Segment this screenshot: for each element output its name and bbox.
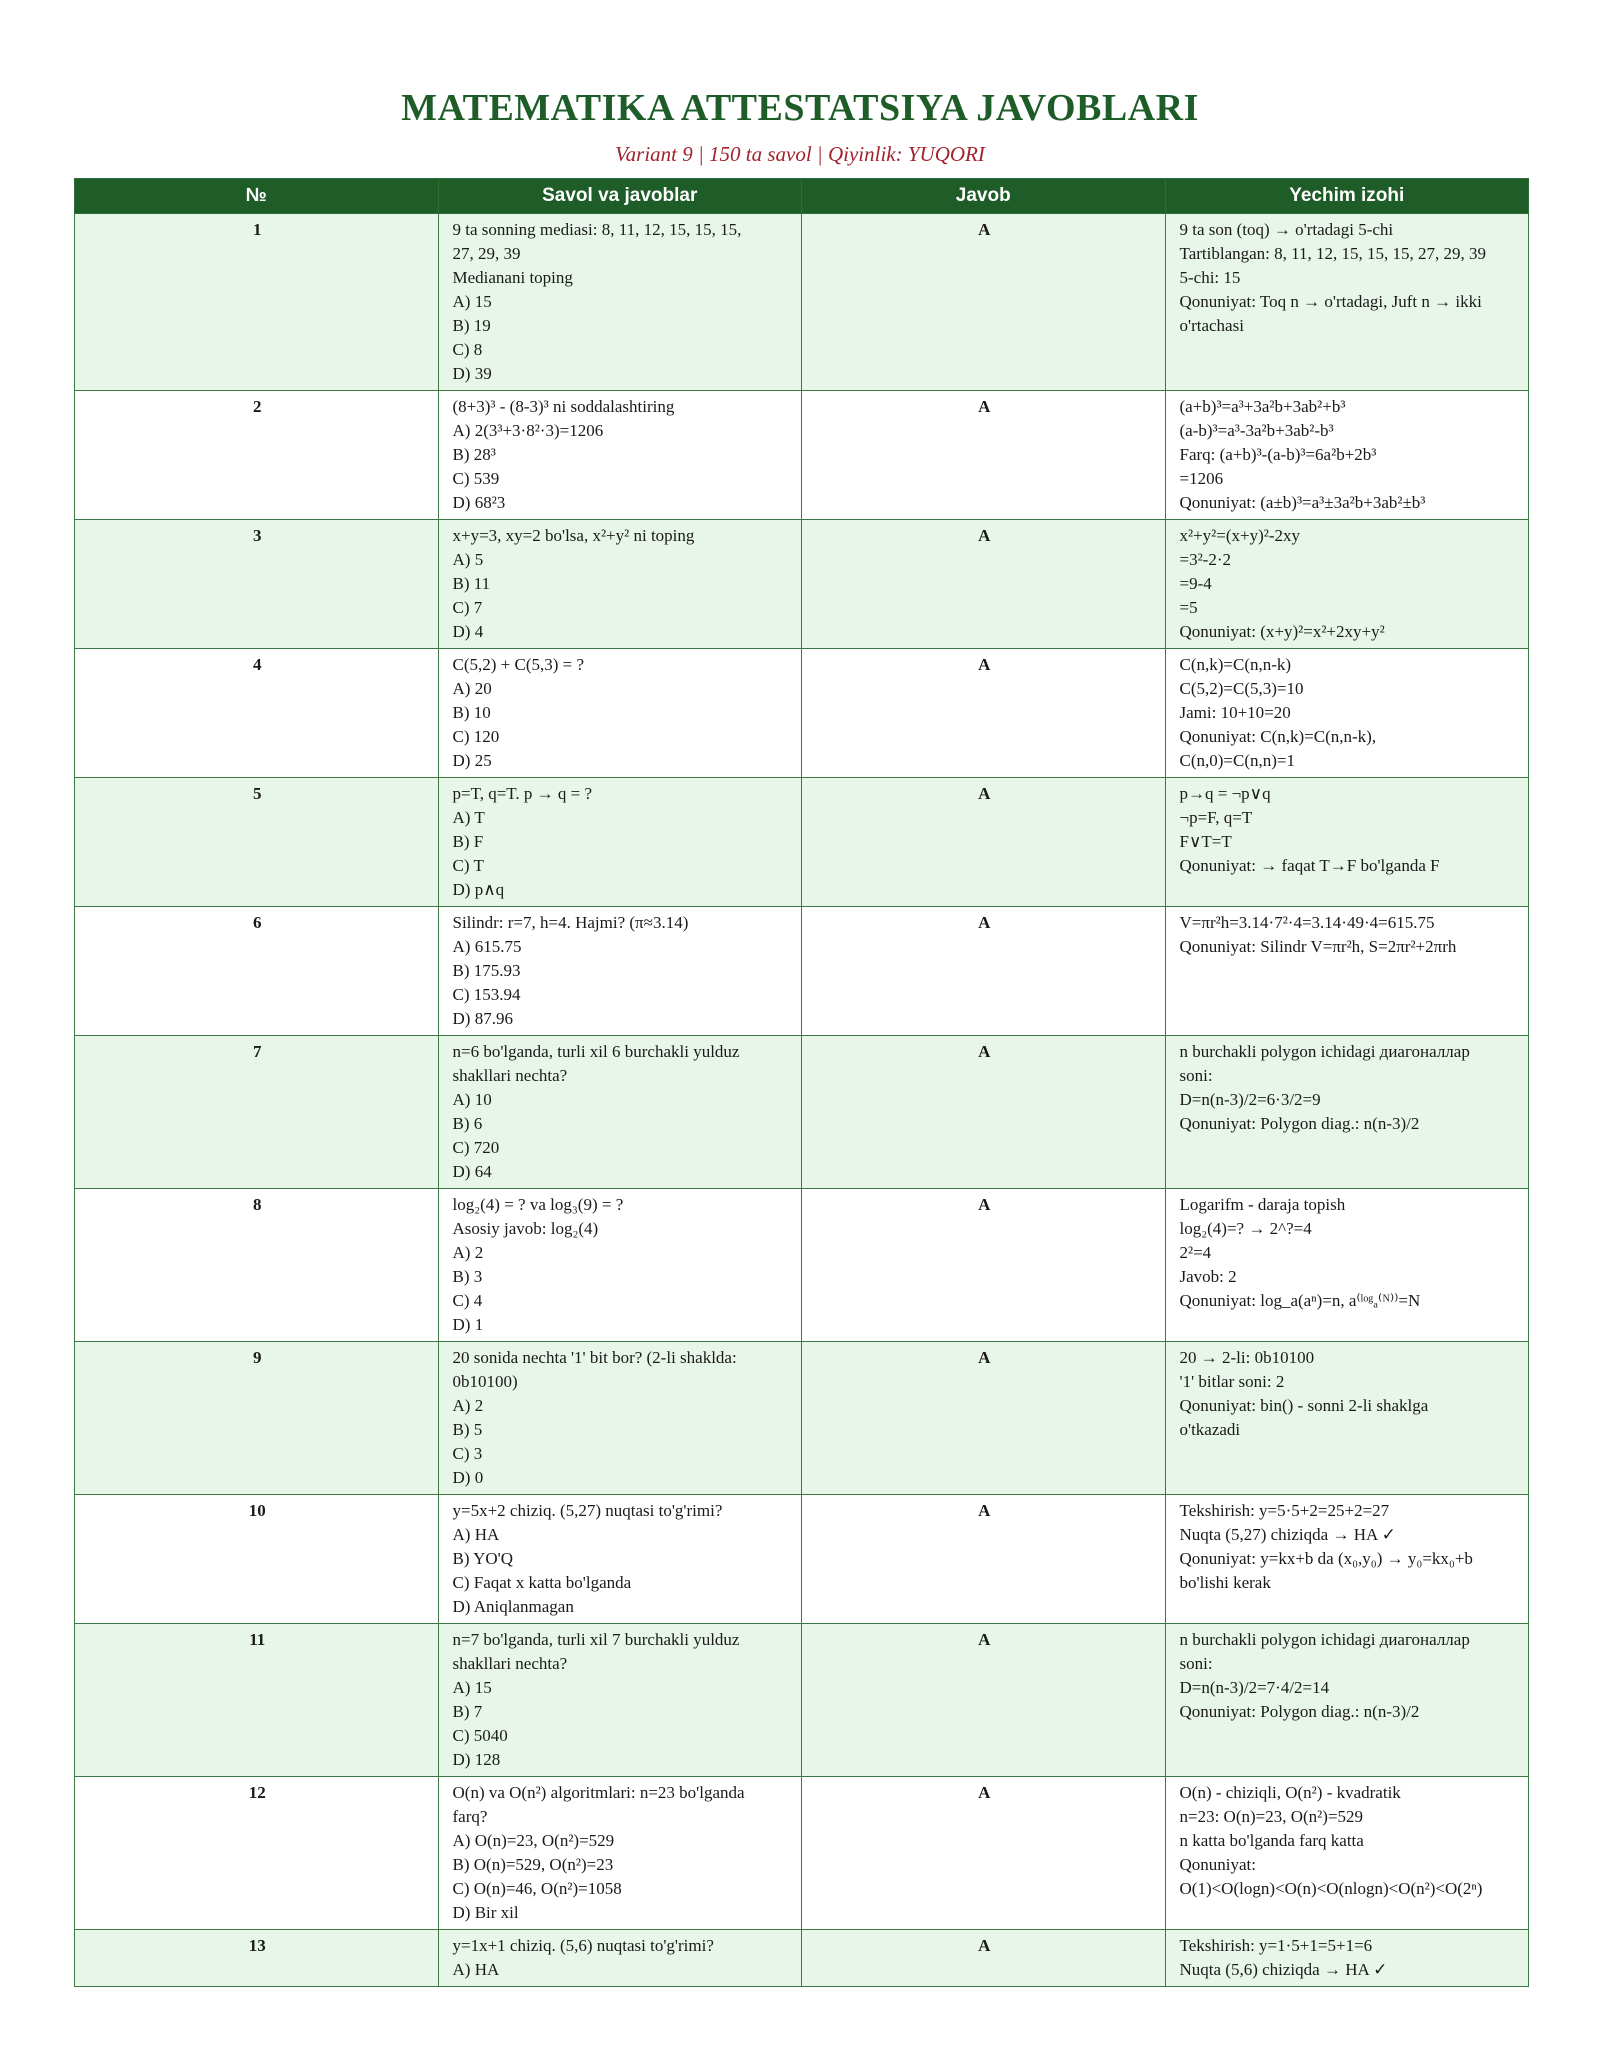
question-line: B) 10 [452, 703, 491, 722]
solution-line: bo'lishi kerak [1179, 1573, 1271, 1592]
table-row [75, 1189, 1529, 1342]
question-line: D) 128 [452, 1750, 501, 1769]
question-line: log₂(4) = ? va log₃(9) = ? [452, 1195, 624, 1214]
question-line: A) 20 [452, 679, 492, 698]
question-line: C) Faqat x katta bo'lganda [452, 1573, 632, 1592]
answer-letter: A [802, 1624, 1166, 1777]
solution-line: ¬p=F, q=T [1179, 808, 1253, 827]
question-cell [438, 391, 802, 520]
solution-line: (a-b)³=a³-3a²b+3ab²-b³ [1179, 421, 1334, 440]
question-line: Silindr: r=7, h=4. Hajmi? (π≈3.14) [452, 913, 689, 932]
question-line: A) 15 [452, 1678, 492, 1697]
answer-letter: A [802, 1036, 1166, 1189]
answer-letter: A [802, 907, 1166, 1036]
question-line: A) 2 [452, 1396, 484, 1415]
question-cell [438, 1495, 802, 1624]
column-header-number: № [75, 179, 439, 214]
question-line: B) 175.93 [452, 961, 521, 980]
question-line: A) T [452, 808, 485, 827]
question-line: A) 2(3³+3·8²·3)=1206 [452, 421, 604, 440]
question-line: farq? [452, 1807, 488, 1826]
question-cell [438, 1342, 802, 1495]
question-number: 1 [75, 214, 439, 391]
question-line: C) 4 [452, 1291, 483, 1310]
question-line: A) HA [452, 1960, 500, 1979]
question-cell [438, 1624, 802, 1777]
question-cell [438, 907, 802, 1036]
answer-letter: A [802, 520, 1166, 649]
question-line: D) 87.96 [452, 1009, 513, 1028]
solution-line: C(n,0)=C(n,n)=1 [1179, 751, 1295, 770]
question-line: x+y=3, xy=2 bo'lsa, x²+y² ni toping [452, 526, 695, 545]
solution-line: n=23: O(n)=23, O(n²)=529 [1179, 1807, 1364, 1826]
question-line: B) F [452, 832, 484, 851]
solution-line: O(n) - chiziqli, O(n²) - kvadratik [1179, 1783, 1401, 1802]
question-line: A) 2 [452, 1243, 484, 1262]
solution-line: Qonuniyat: Polygon diag.: n(n-3)/2 [1179, 1114, 1420, 1133]
question-line: shakllari nechta? [452, 1066, 568, 1085]
question-cell [438, 520, 802, 649]
question-line: D) 39 [452, 364, 492, 383]
solution-line: Qonuniyat: Silindr V=πr²h, S=2πr²+2πrh [1179, 937, 1457, 956]
question-number: 3 [75, 520, 439, 649]
question-line: y=5x+2 chiziq. (5,27) nuqtasi to'g'rimi? [452, 1501, 723, 1520]
solution-line: Tekshirish: y=5·5+2=25+2=27 [1179, 1501, 1390, 1520]
question-line: A) HA [452, 1525, 500, 1544]
question-line: C) 120 [452, 727, 500, 746]
table-row [75, 1930, 1529, 1987]
solution-line: Qonuniyat: log_a(aⁿ)=n, a⁽ˡᵒᵍₐ⁽ᴺ⁾⁾=N [1179, 1291, 1421, 1310]
question-cell [438, 1777, 802, 1930]
solution-line: D=n(n-3)/2=6·3/2=9 [1179, 1090, 1321, 1109]
answer-letter: A [802, 214, 1166, 391]
solution-line: Nuqta (5,27) chiziqda → HA ✓ [1179, 1525, 1396, 1544]
question-line: n=6 bo'lganda, turli xil 6 burchakli yulduz [452, 1042, 740, 1061]
question-line: A) 615.75 [452, 937, 522, 956]
solution-line: =3²-2·2 [1179, 550, 1232, 569]
column-header-question: Savol va javoblar [438, 179, 802, 214]
question-line: D) 64 [452, 1162, 492, 1181]
question-line: B) 7 [452, 1702, 483, 1721]
question-line: D) p∧q [452, 880, 505, 899]
solution-line: =1206 [1179, 469, 1224, 488]
solution-line: o'tkazadi [1179, 1420, 1241, 1439]
question-line: B) 5 [452, 1420, 483, 1439]
question-line: Medianani toping [452, 268, 573, 287]
question-line: C) 7 [452, 598, 483, 617]
solution-line: soni: [1179, 1654, 1213, 1673]
question-line: 0b10100) [452, 1372, 518, 1391]
solution-line: Jami: 10+10=20 [1179, 703, 1291, 722]
question-number: 11 [75, 1624, 439, 1777]
question-line: 27, 29, 39 [452, 244, 521, 263]
solution-cell [1165, 778, 1529, 907]
question-line: A) O(n)=23, O(n²)=529 [452, 1831, 615, 1850]
solution-line: Logarifm - daraja topish [1179, 1195, 1346, 1214]
question-line: shakllari nechta? [452, 1654, 568, 1673]
question-number: 12 [75, 1777, 439, 1930]
answer-letter: A [802, 1777, 1166, 1930]
question-line: C) 8 [452, 340, 483, 359]
answer-letter: A [802, 649, 1166, 778]
solution-cell [1165, 1342, 1529, 1495]
page-subtitle: Variant 9 | 150 ta savol | Qiyinlik: YUQORI [615, 142, 985, 166]
solution-cell [1165, 1777, 1529, 1930]
solution-cell [1165, 1930, 1529, 1987]
solution-line: o'rtachasi [1179, 316, 1244, 335]
question-number: 5 [75, 778, 439, 907]
question-line: D) 68²3 [452, 493, 506, 512]
solution-cell [1165, 1189, 1529, 1342]
solution-cell [1165, 907, 1529, 1036]
answers-table [74, 178, 1529, 1987]
table-header-row [75, 179, 1529, 214]
question-cell [438, 1036, 802, 1189]
solution-cell [1165, 520, 1529, 649]
table-row [75, 391, 1529, 520]
question-line: D) Bir xil [452, 1903, 519, 1922]
solution-line: Qonuniyat: y=kx+b da (x₀,y₀) → y₀=kx₀+b [1179, 1549, 1473, 1568]
solution-line: 5-chi: 15 [1179, 268, 1241, 287]
answer-letter: A [802, 391, 1166, 520]
solution-line: (a+b)³=a³+3a²b+3ab²+b³ [1179, 397, 1346, 416]
answer-letter: A [802, 1342, 1166, 1495]
solution-line: Qonuniyat: C(n,k)=C(n,n-k), [1179, 727, 1377, 746]
question-line: A) 5 [452, 550, 484, 569]
table-row [75, 1624, 1529, 1777]
solution-line: 9 ta son (toq) → o'rtadagi 5-chi [1179, 220, 1394, 239]
question-line: C) 720 [452, 1138, 500, 1157]
solution-cell [1165, 1624, 1529, 1777]
question-line: (8+3)³ - (8-3)³ ni soddalashtiring [452, 397, 675, 416]
question-number: 2 [75, 391, 439, 520]
table-row [75, 520, 1529, 649]
solution-line: 20 → 2-li: 0b10100 [1179, 1348, 1315, 1367]
solution-line: =5 [1179, 598, 1198, 617]
solution-line: Qonuniyat: (x+y)²=x²+2xy+y² [1179, 622, 1385, 641]
table-row [75, 1777, 1529, 1930]
question-cell [438, 1189, 802, 1342]
solution-line: =9-4 [1179, 574, 1212, 593]
table-row [75, 778, 1529, 907]
solution-line: soni: [1179, 1066, 1213, 1085]
question-line: B) 11 [452, 574, 491, 593]
solution-cell [1165, 649, 1529, 778]
question-line: C(5,2) + C(5,3) = ? [452, 655, 585, 674]
question-number: 8 [75, 1189, 439, 1342]
question-line: Asosiy javob: log₂(4) [452, 1219, 599, 1238]
solution-line: Qonuniyat: [1179, 1855, 1256, 1874]
solution-cell [1165, 1036, 1529, 1189]
solution-line: n burchakli polygon ichidagi диагоналлар [1179, 1042, 1470, 1061]
question-line: B) 6 [452, 1114, 483, 1133]
question-number: 7 [75, 1036, 439, 1189]
solution-line: D=n(n-3)/2=7·4/2=14 [1179, 1678, 1330, 1697]
solution-cell [1165, 214, 1529, 391]
page-title: MATEMATIKA ATTESTATSIYA JAVOBLARI [401, 87, 1199, 129]
solution-line: n katta bo'lganda farq katta [1179, 1831, 1364, 1850]
solution-line: n burchakli polygon ichidagi диагоналлар [1179, 1630, 1470, 1649]
question-cell [438, 649, 802, 778]
question-number: 6 [75, 907, 439, 1036]
solution-line: Tekshirish: y=1·5+1=5+1=6 [1179, 1936, 1373, 1955]
solution-line: log₂(4)=? → 2^?=4 [1179, 1219, 1312, 1238]
question-line: D) 25 [452, 751, 492, 770]
question-line: C) T [452, 856, 484, 875]
answer-letter: A [802, 1930, 1166, 1987]
solution-line: O(1)<O(logn)<O(n)<O(nlogn)<O(n²)<O(2ⁿ) [1179, 1879, 1483, 1898]
answer-letter: A [802, 1495, 1166, 1624]
question-line: 20 sonida nechta '1' bit bor? (2-li shaklda: [452, 1348, 737, 1367]
column-header-answer: Javob [802, 179, 1166, 214]
question-line: n=7 bo'lganda, turli xil 7 burchakli yulduz [452, 1630, 740, 1649]
question-cell [438, 1930, 802, 1987]
solution-line: Qonuniyat: Toq n → o'rtadagi, Juft n → ikki [1179, 292, 1482, 311]
solution-line: '1' bitlar soni: 2 [1179, 1372, 1285, 1391]
question-line: D) 0 [452, 1468, 484, 1487]
solution-line: Qonuniyat: (a±b)³=a³±3a²b+3ab²±b³ [1179, 493, 1426, 512]
question-line: D) 4 [452, 622, 484, 641]
solution-line: Qonuniyat: → faqat T→F bo'lganda F [1179, 856, 1440, 875]
question-line: C) 3 [452, 1444, 483, 1463]
question-line: C) 5040 [452, 1726, 508, 1745]
answer-letter: A [802, 778, 1166, 907]
question-line: C) 153.94 [452, 985, 521, 1004]
table-row [75, 1342, 1529, 1495]
solution-line: Tartiblangan: 8, 11, 12, 15, 15, 15, 27, 29, 39 [1179, 244, 1487, 263]
table-body [75, 214, 1529, 1987]
solution-line: C(5,2)=C(5,3)=10 [1179, 679, 1304, 698]
solution-line: Nuqta (5,6) chiziqda → HA ✓ [1179, 1960, 1388, 1979]
question-line: C) O(n)=46, O(n²)=1058 [452, 1879, 622, 1898]
solution-line: F∨T=T [1179, 832, 1232, 851]
question-line: 9 ta sonning mediasi: 8, 11, 12, 15, 15, 15, [452, 220, 742, 239]
question-line: B) YO'Q [452, 1549, 514, 1568]
question-line: p=T, q=T. p → q = ? [452, 784, 593, 803]
question-line: B) 3 [452, 1267, 483, 1286]
answer-letter: A [802, 1189, 1166, 1342]
question-cell [438, 214, 802, 391]
column-header-solution: Yechim izohi [1165, 179, 1529, 214]
question-line: D) Aniqlanmagan [452, 1597, 574, 1616]
solution-cell [1165, 1495, 1529, 1624]
solution-line: x²+y²=(x+y)²-2xy [1179, 526, 1301, 545]
solution-line: Farq: (a+b)³-(a-b)³=6a²b+2b³ [1179, 445, 1377, 464]
question-line: D) 1 [452, 1315, 484, 1334]
solution-line: V=πr²h=3.14·7²·4=3.14·49·4=615.75 [1179, 913, 1435, 932]
question-line: B) 19 [452, 316, 491, 335]
question-line: y=1x+1 chiziq. (5,6) nuqtasi to'g'rimi? [452, 1936, 714, 1955]
question-number: 4 [75, 649, 439, 778]
solution-line: 2²=4 [1179, 1243, 1212, 1262]
question-line: A) 10 [452, 1090, 492, 1109]
solution-line: Qonuniyat: bin() - sonni 2-li shaklga [1179, 1396, 1429, 1415]
table-row [75, 1036, 1529, 1189]
solution-line: Javob: 2 [1179, 1267, 1237, 1286]
table-row [75, 907, 1529, 1036]
table-row [75, 214, 1529, 391]
table-row [75, 649, 1529, 778]
question-number: 9 [75, 1342, 439, 1495]
question-cell [438, 778, 802, 907]
solution-cell [1165, 391, 1529, 520]
solution-line: Qonuniyat: Polygon diag.: n(n-3)/2 [1179, 1702, 1420, 1721]
question-number: 13 [75, 1930, 439, 1987]
solution-line: C(n,k)=C(n,n-k) [1179, 655, 1292, 674]
question-line: B) O(n)=529, O(n²)=23 [452, 1855, 614, 1874]
question-line: C) 539 [452, 469, 500, 488]
question-line: A) 15 [452, 292, 492, 311]
solution-line: p→q = ¬p∨q [1179, 784, 1271, 803]
question-line: B) 28³ [452, 445, 496, 464]
table-row [75, 1495, 1529, 1624]
question-line: O(n) va O(n²) algoritmlari: n=23 bo'lganda [452, 1783, 745, 1802]
question-number: 10 [75, 1495, 439, 1624]
